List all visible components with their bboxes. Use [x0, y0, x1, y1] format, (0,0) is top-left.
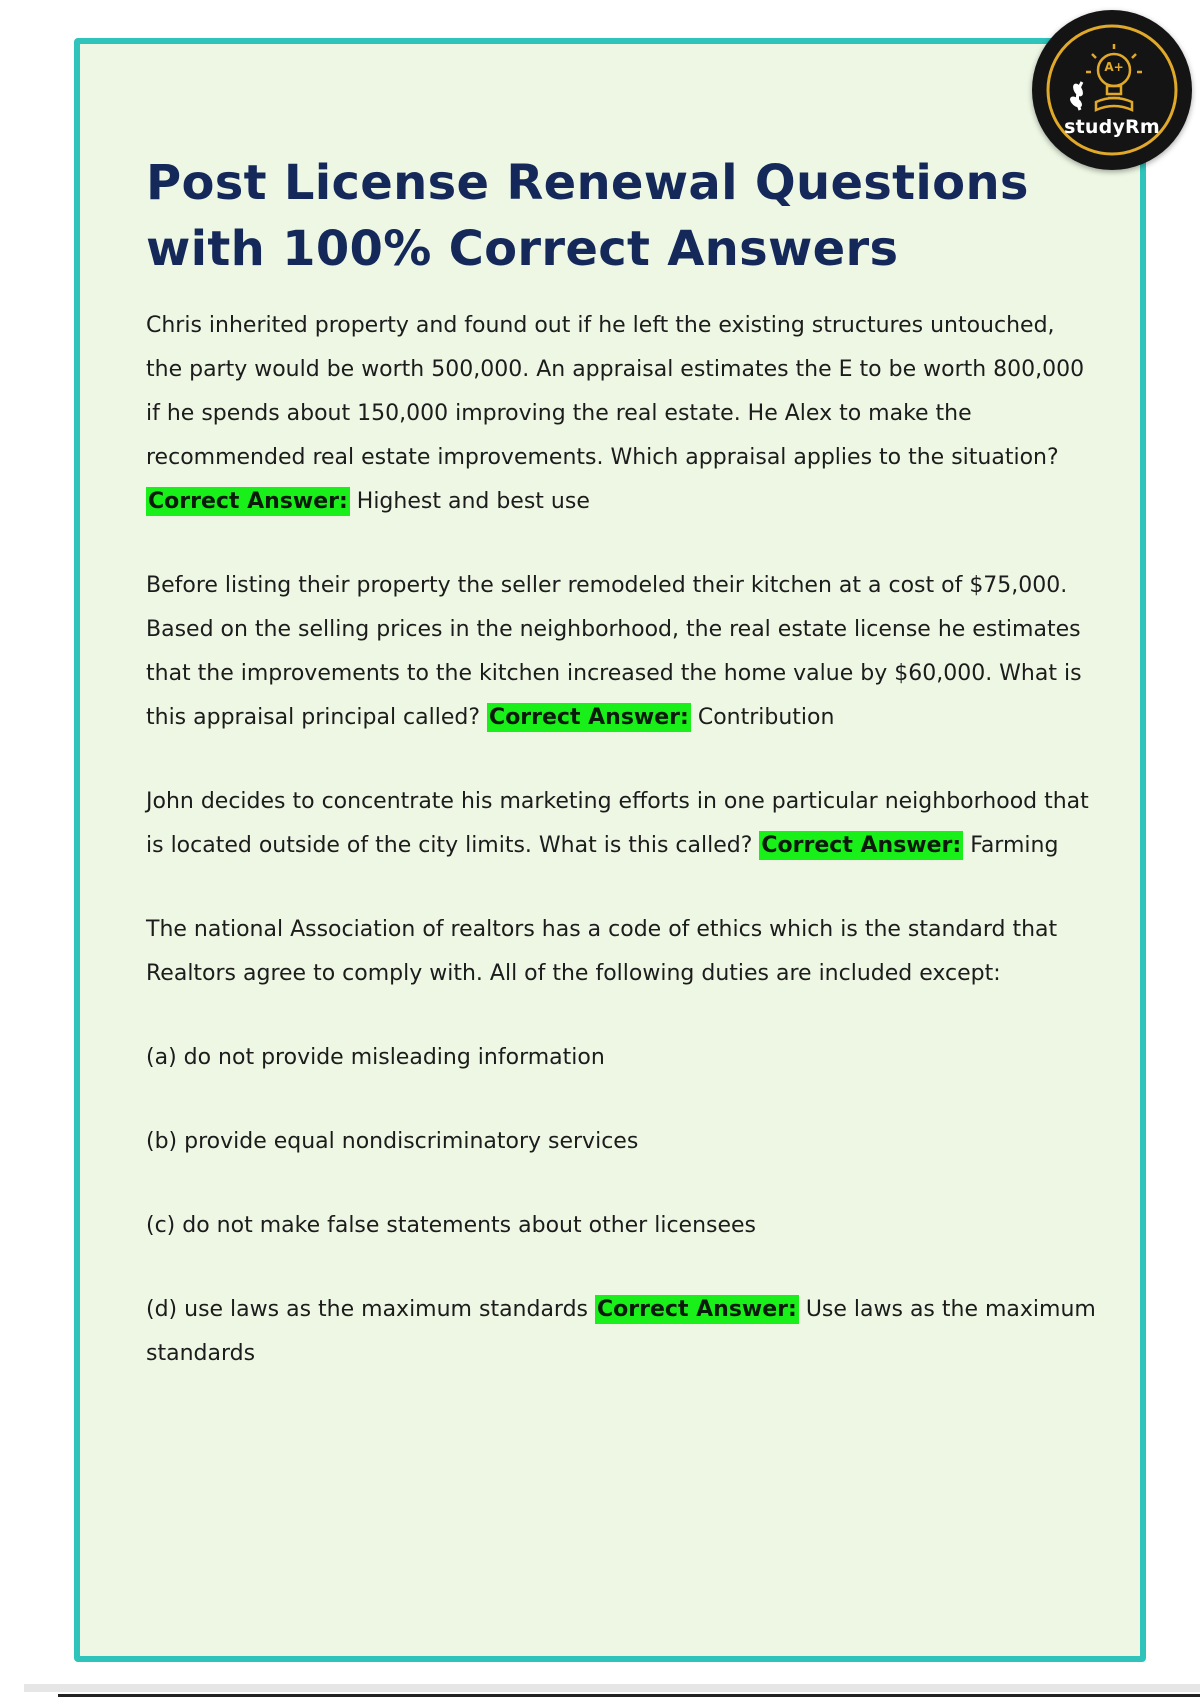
- answer-text: Contribution: [697, 705, 835, 730]
- answer-text: Farming: [970, 833, 1059, 858]
- logo-wordmark: studyRm: [1064, 116, 1160, 138]
- option-b: (b) provide equal nondiscriminatory services: [146, 1129, 639, 1154]
- answer-text: Use laws as the maximum standards: [146, 1297, 1096, 1366]
- logo-badge: A+: [1104, 60, 1124, 74]
- ethics-question: The national Association of realtors has a code of ethics which is the standard that Realtors agree to comply with. All of the following duties are included except:: [146, 917, 1058, 986]
- correct-answer-tag: Correct Answer:: [761, 833, 962, 858]
- document-title: Post License Renewal Questions with 100% Correct Answers: [146, 155, 1029, 277]
- option-c: (c) do not make false statements about other licensees: [146, 1213, 757, 1238]
- page-bottom-shade: [24, 1684, 1200, 1692]
- studyrm-logo: [1032, 10, 1192, 170]
- answer-text: Highest and best use: [356, 489, 590, 514]
- lightbulb-laurel-icon: [1032, 10, 1192, 170]
- question-block-3: [146, 780, 1096, 868]
- question-text: Before listing their property the seller remodeled their kitchen at a cost of $75,000. Based on the selling prices in the neighborhood, the real estate license he estimates that the improvements to the kitchen increased the home value by $60,000. What is this appraisal principal called?: [146, 573, 1082, 730]
- correct-answer-tag: Correct Answer:: [148, 489, 348, 514]
- option-d: (d) use laws as the maximum standards: [146, 1297, 589, 1322]
- question-text: John decides to concentrate his marketing efforts in one particular neighborhood that is located outside of the city limits. What is this called?: [146, 789, 1089, 858]
- page-bottom-rule: [58, 1694, 1200, 1697]
- option-d-with-answer: [146, 1288, 1096, 1376]
- document-content: [146, 150, 1096, 1416]
- option-a: (a) do not provide misleading information: [146, 1045, 605, 1070]
- question-block-1: [146, 304, 1096, 524]
- correct-answer-tag: Correct Answer:: [489, 705, 689, 730]
- question-text: Chris inherited property and found out if he left the existing structures untouched, the party would be worth 500,000. An appraisal estimates the E to be worth 800,000 if he spends about 150,000 improving the real estate. He Alex to make the recommended real estate improvements. Which appraisal applies to the situation?: [146, 313, 1085, 470]
- correct-answer-tag: Correct Answer:: [597, 1297, 797, 1322]
- question-block-2: [146, 564, 1096, 740]
